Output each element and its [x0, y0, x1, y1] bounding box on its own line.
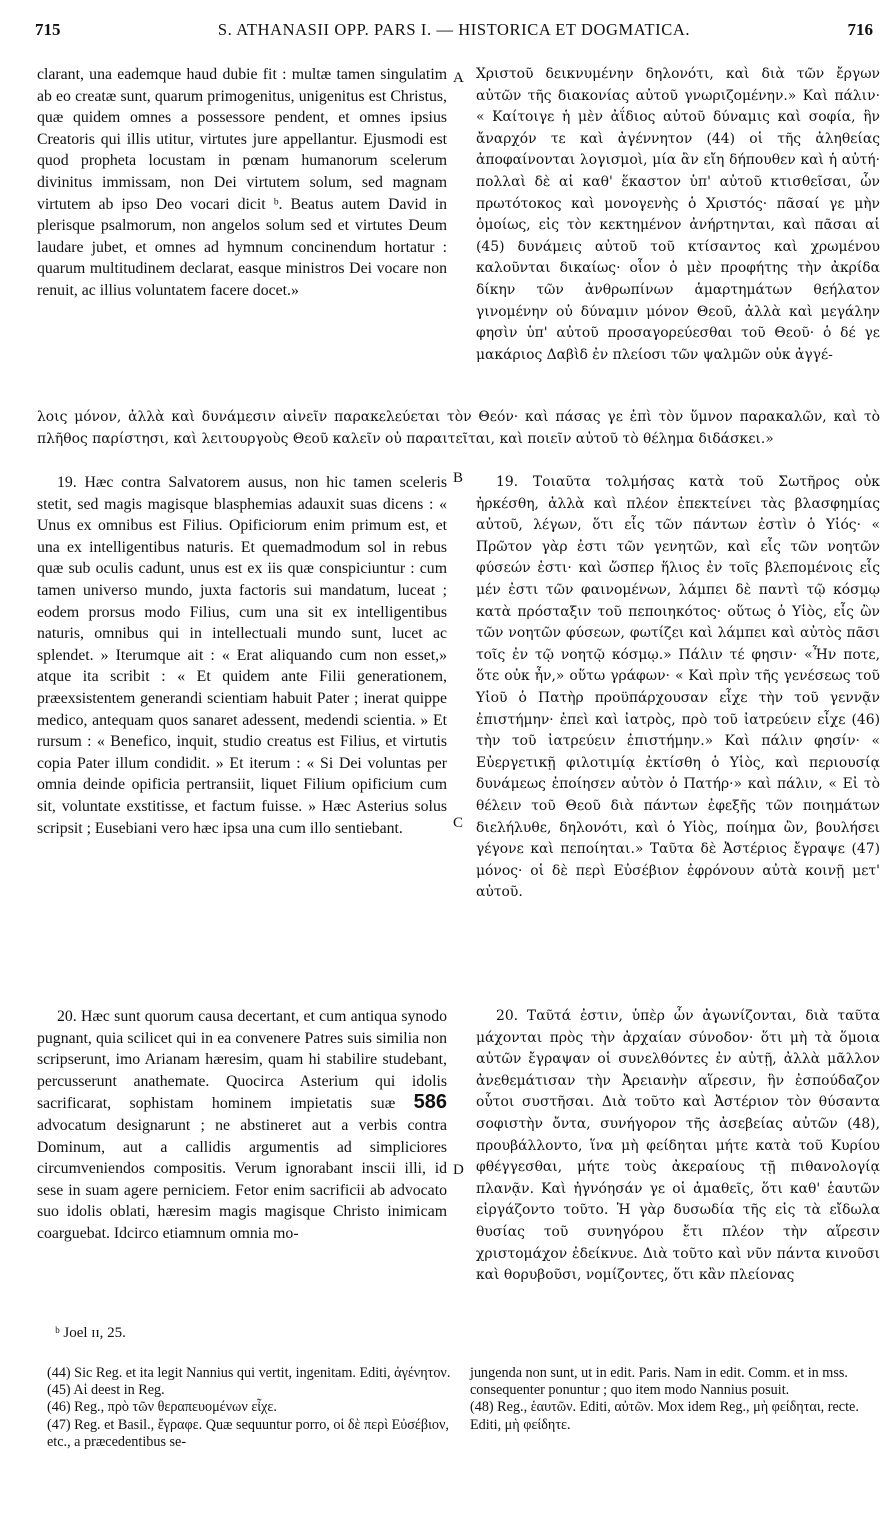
page-header — [35, 20, 873, 42]
note-46: (46) Reg., πρὸ τῶν θεραπευομένων εἶχε. — [47, 1399, 277, 1416]
latin-column-top — [37, 64, 447, 302]
latin-section-20 — [37, 1006, 447, 1245]
greek-paragraph-20: 20. Ταῦτά ἐστιν, ὑπὲρ ὧν ἀγωνίζονται, διὰ ταῦτα μάχονται πρὸς τὴν ἀρχαίαν σύνοδον· ὅτι μὴ τὰ ὅμοια αὐτῶν ἔγραψαν οἱ συνελθόντες ἐν αὐτῇ, ἀλλὰ μᾶλλον ἀνεθεμάτισαν τὴν Ἀρειανὴν αἵρεσιν, ἣν ἐσπούδαζον οὗτοι συστῆσαι. Διὰ τοῦτο καὶ Ἀστέριον τὸν θύσαντα σοφιστὴν ὄντα, συνήγορον τῆς ἀσεβείας αὐτῶν (48), προυβάλλοντο, ἵνα μὴ φείδηται μήτε κατὰ τοῦ Κυρίου φθέγγεσθαι, μήτε τοὺς ἀκεραίους τῇ πιθανολογίᾳ πλανᾷν. Καὶ ἠγνόησάν γε οἱ ἀμαθεῖς, ὅτι καθ' ἑαυτῶν εἰργάζοντο τοῦτο. Ἡ γὰρ δυσωδία τῆς εἰς τὰ εἴδωλα θυσίας τοῦ συνηγόρου ἔτι πλέον τὴν αἵρεσιν χριστομάχον ἐδείκνυε. Διὰ τοῦτο καὶ νῦν πάντα κινοῦσι καὶ θορυβοῦσι, νομίζοντες, ὅτι κἂν πλείονας — [476, 1008, 880, 1284]
margin-letter-c: C — [453, 815, 464, 831]
latin-paragraph-19: 19. Hæc contra Salvatorem ausus, non hic tamen sceleris stetit, sed magis magisque blasphemias adauxit suas dicens : « Unus ex omnibus est Filius. Opificiorum enim primum est, et una ex intelligentibus naturis. Et quemadmodum sol in rebus quæ sub oculis cadunt, unus est ex iis quæ conspiciuntur : cum tamen universo mundo, juxta factoris sui mandatum, luceat ; eodem prorsus modo Filius, cum una sit ex intelligentibus naturis, omnibus qui in intellectuali mundo sunt, lucet ac splendet. » Iterumque ait : « Erat aliquando cum non esset,» atque ita scribit : « Et quidem ante Filii generationem, præexsistentem generandi scientiam habuit Pater ; inerat quippe medico, antequam quos sanaret adessent, medendi scientia. » Et rursum : « Benefico, inquit, studio creatus est Filius, et virtutis copia Pater illum condidit. » Et iterum : « Si Dei voluntas per omnia deinde opificia pertransiit, liquet Filium opificium cum sit, voluntate exstitisse, et factum fuisse. » Hæc Asterius solus scripsit ; Eusebiani vero hæc ipsa una cum illo sentiebant. — [37, 474, 447, 837]
note-48: (48) Reg., ἑαυτῶν. Editi, αὐτῶν. Mox idem Reg., μὴ φείδηται, recte. Editi, μὴ φείδητε. — [470, 1399, 859, 1433]
latin-paragraph-20-start: 20. Hæc sunt quorum causa decertant, et cum antiqua synodo pugnant, quia scilicet qui in ea convenere Patres suis similia non scripserunt, imo Arianam hæresim, quam hi stabilire studebant, percusserunt anathemate. Quocirca Asterium qui idolis sacrificarat, sophistam hominem impietatis suæ — [37, 1008, 447, 1113]
greek-paragraph-19: 19. Τοιαῦτα τολμήσας κατὰ τοῦ Σωτῆρος οὐκ ἠρκέσθη, ἀλλὰ καὶ πλέον ἐπεκτείνει τὰς βλασφημίας αὐτοῦ, λέγων, ὅτι εἷς τῶν πάντων ἐστὶν ὁ Υἱός· « Πρῶτον γὰρ ἐστι τῶν γενητῶν, καὶ εἷς τῶν νοητῶν φύσεών ἐστι· καὶ ὥσπερ ἥλιος ἐν τοῖς βλεπομένοις εἷς μέν ἐστι τῶν φαινομένων, λάμπει δὲ παντὶ τῷ κόσμῳ κατὰ πρόσταξιν τοῦ πεποιηκότος· οὕτως ὁ Υἱὸς, εἷς ὢν τῶν νοητῶν φύσεων, φωτίζει καὶ λάμπει καὶ αὐτὸς πᾶσι τοῖς ἐν τῷ νοητῷ κόσμῳ.» Πάλιν τέ φησιν· «Ἦν ποτε, ὅτε οὐκ ἦν,» οὕτω γράφων· « Καὶ πρὶν τῆς γενέσεως τοῦ Υἱοῦ ὁ Πατὴρ προϋπάρχουσαν εἶχε τὴν τοῦ γεννᾷν ἐπιστήμην· ἐπεὶ καὶ ἰατρὸς, πρὸ τοῦ ἰατρεύειν εἶχε (46) τὴν τοῦ ἰατρεύειν ἐπιστήμην.» Καὶ πάλιν φησίν· « Εὐεργετικῇ φιλοτιμίᾳ ἐκτίσθη ὁ Υἱὸς, καὶ περιουσίᾳ δυνάμεως ἐποίησεν αὐτὸν ὁ Πατήρ·» καὶ πάλιν, « Εἰ τὸ θέλειν τοῦ Θεοῦ διὰ πάντων ἐφεξῆς τῶν ποιημάτων διελήλυθε, δηλονότι, καὶ ὁ Υἱὸς, ποίημα ὢν, βουλήσει γέγονε καὶ πεποίηται.» Ταῦτα δὲ Ἀστέριος ἔγραψε (47) μόνος· οἱ δὲ περὶ Εὐσέβιον ἐφρόνουν αὐτὰ κοινῇ μετ' αὐτοῦ. — [476, 474, 880, 901]
latin-section-19 — [37, 472, 447, 839]
critical-notes-left — [47, 1365, 451, 1451]
greek-column-top — [476, 64, 880, 366]
left-page-number: 715 — [35, 20, 61, 39]
greek-continuation-text: λοις μόνον, ἀλλὰ καὶ δυνάμεσιν αἰνεῖν παρακελεύεται τὸν Θεόν· καὶ πάσας γε ἐπὶ τὸν ὕμνον παρακαλῶν, καὶ τὸ πλῆθος παρίστησι, καὶ λειτουργοὺς Θεοῦ καλεῖν οὐ παραιτεῖται, καὶ ποιεῖν αὐτοῦ τὸ θέλημα διδάσκει.» — [37, 409, 880, 447]
critical-notes-right — [470, 1365, 880, 1434]
note-47: (47) Reg. et Basil., ἔγραφε. Quæ sequuntur porro, οἱ δὲ περὶ Εὐσέβιον, etc., a præcedentibus se- — [47, 1416, 449, 1450]
column-number: 586 — [413, 1091, 447, 1114]
note-44: (44) Sic Reg. et ita legit Nannius qui vertit, ingenitam. Editi, ἀγένητον. — [47, 1365, 451, 1381]
latin-paragraph-20 — [37, 1006, 447, 1245]
latin-paragraph-20-end: advocatum designarunt ; ne abstineret aut a verbis contra Dominum, aut a callidis argumentis ad simpliciores circumveniendos compositis. Verum ignorabant insciі illi, id sese in suam agere perniciem. Fetor enim sacrificii ab advocato suo idolis oblati, hæresim magis magisque Christo inimicam coarguebat. Idcirco etiamnum omnia mo- — [37, 1116, 447, 1242]
right-page-number: 716 — [847, 20, 873, 39]
margin-letter-b: B — [453, 470, 464, 486]
greek-paragraph-1: Χριστοῦ δεικνυμένην δηλονότι, καὶ διὰ τῶν ἔργων αὐτῶν τῆς διακονίας αὐτοῦ γνωριζομένην.» Καὶ πάλιν· « Καίτοιγε ἡ μὲν ἀΐδιος αὐτοῦ δύναμις καὶ σοφία, ἣν ἄναρχόν τε καὶ ἀγέννητον (44) οἱ τῆς ἀληθείας ἀποφαίνονται λογισμοὶ, μία ἂν εἴη δήπουθεν καὶ ἡ αὐτή· πολλαὶ δὲ αἱ καθ' ἕκαστον ὑπ' αὐτοῦ κτισθεῖσαι, ὧν πρωτότοκος καὶ μονογενὴς ὁ Χριστός· πᾶσαί γε μὴν ὁμοίως, εἰς τὸν κεκτημένον ἀνήρτηνται, καὶ πᾶσαι αἱ (45) δυνάμεις αὐτοῦ τοῦ κτίσαντος καὶ χρωμένου καλοῦνται δικαίως· οἷον ὁ μὲν προφήτης τὴν ἀκρίδα δίκην τῶν ἀνθρωπίνων ἁμαρτημάτων θεήλατον γινομένην οὐ δύναμιν μόνον Θεοῦ, ἀλλὰ καὶ μεγάλην φησὶν ὑπ' αὐτοῦ προσαγορεύεσθαι τοῦ Θεοῦ· ὁ δέ γε μακάριος Δαβὶδ ἐν πλείοσι τῶν ψαλμῶν οὐκ ἀγγέ- — [476, 66, 880, 363]
note-45: (45) Αἱ deest in Reg. — [47, 1382, 165, 1399]
note-47-continuation: jungenda non sunt, ut in edit. Paris. Nam in edit. Comm. et in mss. consequenter ponuntur ; quo item modo Nannius posuit. — [470, 1365, 848, 1399]
margin-letter-d: D — [453, 1162, 464, 1178]
greek-fullwidth-continuation — [37, 407, 880, 450]
latin-paragraph-1: clarant, una eademque haud dubie fit : multæ tamen singulatim ab eo creatæ sunt, quarum primogenitus, unigenitus est Christus, quæ quidem omnes a possessore pendent, et omnes ipsius Creatoris qui illis utitur, virtutes jure appellantur. Ejusmodi est quod propheta locustam in pœnam humanorum scelerum divinitus immissam, non Dei virtutem solum, sed magnam virtutem ab ipso Deo vocari dicit ᵇ. Beatus autem David in plerisque psalmorum, non angelos solum sed et virtutes Deum laudare jubet, et omnes ad hymnum concinendum hortatur : quarum multitudinem declarat, easque ministros Dei vocare non renuit, ac illius voluntatem facere docet.» — [37, 66, 447, 299]
margin-letter-a: A — [453, 70, 464, 86]
running-title: S. ATHANASII OPP. PARS I. — HISTORICA ET DOGMATICA. — [217, 20, 691, 39]
latin-footnote: ᵇ Joel ɪɪ, 25. — [55, 1325, 126, 1341]
greek-section-19 — [476, 472, 880, 904]
greek-section-20 — [476, 1006, 880, 1287]
